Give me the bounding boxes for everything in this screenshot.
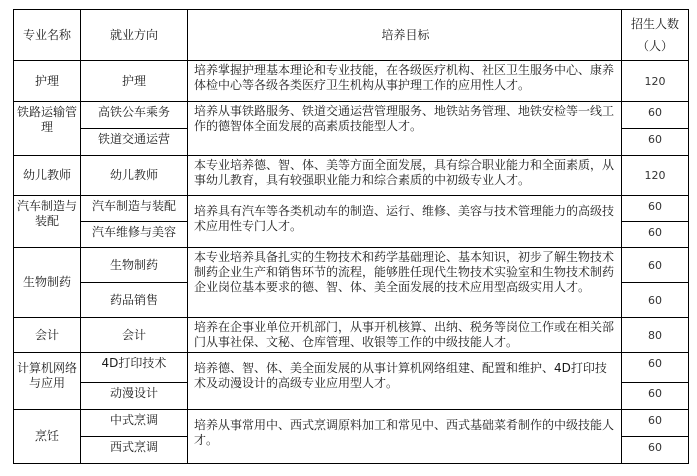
direction-cell: 西式烹调 xyxy=(81,437,188,464)
goal-cell: 培养从事常用中、西式烹调原料加工和常见中、西式基础菜肴制作的中级技能人才。 xyxy=(188,410,622,464)
major-cell: 护理 xyxy=(14,61,81,102)
direction-cell: 动漫设计 xyxy=(81,383,188,410)
table-header-row xyxy=(14,10,689,61)
direction-cell: 4D打印技术 xyxy=(81,353,188,383)
direction-cell: 药品销售 xyxy=(81,283,188,318)
direction-cell: 高铁公车乘务 xyxy=(81,102,188,129)
goal-cell: 培养在企事业单位开机部门，从事开机核算、出纳、税务等岗位工作或在相关部门从事社保、文秘、仓库管理、收银等工作的中级技能人才。 xyxy=(188,318,622,353)
enrollment-count: 60 xyxy=(622,353,689,383)
goal-cell: 培养德、智、体、美全面发展的从事计算机网络组建、配置和维护、4D打印技术及动漫设计的高级专业应用型人才。 xyxy=(188,353,622,410)
direction-cell: 汽车制造与装配 xyxy=(81,196,188,222)
enrollment-count: 120 xyxy=(622,156,689,196)
table-row xyxy=(14,61,689,102)
major-cell: 生物制药 xyxy=(14,248,81,318)
enrollment-count: 120 xyxy=(622,61,689,102)
major-cell: 汽车制造与装配 xyxy=(14,196,81,248)
table-row xyxy=(14,102,689,129)
direction-cell: 汽车维修与美容 xyxy=(81,222,188,248)
major-cell: 计算机网络与应用 xyxy=(14,353,81,410)
enrollment-count: 60 xyxy=(622,410,689,437)
goal-cell: 本专业培养德、智、体、美等方面全面发展，具有综合职业能力和全面素质，从事幼儿教育，具有较强职业能力和综合素质的中初级专业人才。 xyxy=(188,156,622,196)
direction-cell: 会计 xyxy=(81,318,188,353)
enrollment-count: 60 xyxy=(622,248,689,283)
enrollment-count: 60 xyxy=(622,383,689,410)
goal-cell: 培养掌握护理基本理论和专业技能，在各级医疗机构、社区卫生服务中心、康养体检中心等各级各类医疗卫生机构从事护理工作的应用性人才。 xyxy=(188,61,622,102)
major-cell: 烹饪 xyxy=(14,410,81,464)
enrollment-count: 60 xyxy=(622,196,689,222)
enrollment-count: 60 xyxy=(622,102,689,129)
table-row xyxy=(14,196,689,222)
header-major: 专业名称 xyxy=(14,10,81,61)
major-cell: 铁路运输管理 xyxy=(14,102,81,156)
header-direction: 就业方向 xyxy=(81,10,188,61)
direction-cell: 幼儿教师 xyxy=(81,156,188,196)
direction-cell: 生物制药 xyxy=(81,248,188,283)
table-row xyxy=(14,248,689,283)
enrollment-count: 60 xyxy=(622,437,689,464)
header-enrollment xyxy=(622,10,689,61)
direction-cell: 中式烹调 xyxy=(81,410,188,437)
table-row xyxy=(14,410,689,437)
direction-cell: 护理 xyxy=(81,61,188,102)
goal-cell: 本专业培养具备扎实的生物技术和药学基础理论、基本知识，初步了解生物技术制药企业生产和销售环节的流程，能够胜任现代生物技术实验室和生物技术制药企业岗位基本要求的德、智、体、美全面发展的技术应用型高级实用人才。 xyxy=(188,248,622,318)
header-enrollment-line1: 招生人数 xyxy=(630,17,679,31)
enrollment-count: 60 xyxy=(622,129,689,156)
table-row xyxy=(14,318,689,353)
direction-cell: 铁道交通运营 xyxy=(81,129,188,156)
major-cell: 幼儿教师 xyxy=(14,156,81,196)
goal-cell: 培养从事铁路服务、铁道交通运营管理服务、地铁站务管理、地铁安检等一线工作的德智体全面发展的高素质技能型人才。 xyxy=(188,102,622,156)
enrollment-table xyxy=(13,9,689,464)
header-goal: 培养目标 xyxy=(188,10,622,61)
enrollment-count: 80 xyxy=(622,318,689,353)
enrollment-count: 60 xyxy=(622,283,689,318)
major-cell: 会计 xyxy=(14,318,81,353)
table-row xyxy=(14,156,689,196)
enrollment-count: 60 xyxy=(622,222,689,248)
header-enrollment-line2: （人） xyxy=(636,39,673,53)
goal-cell: 培养具有汽车等各类机动车的制造、运行、维修、美容与技术管理能力的高级技术应用性专门人才。 xyxy=(188,196,622,248)
table-row xyxy=(14,353,689,383)
